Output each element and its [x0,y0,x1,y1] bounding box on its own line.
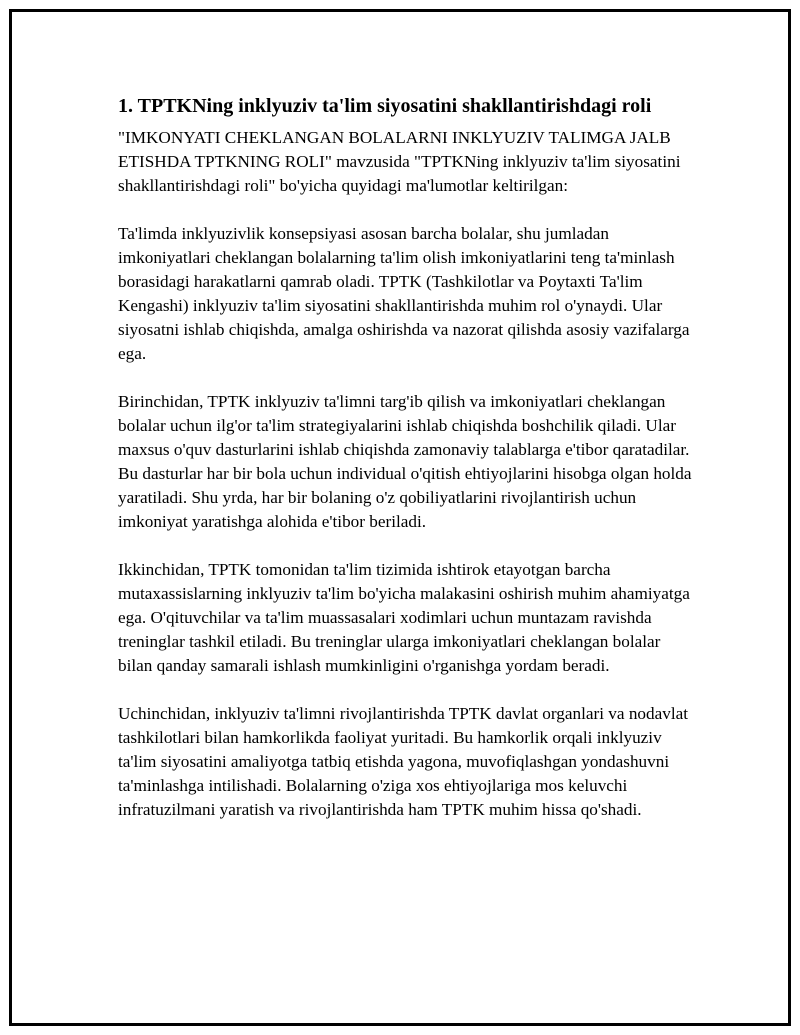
section-heading: 1. TPTKNing inklyuziv ta'lim siyosatini shakllantirishdagi roli [118,95,652,117]
paragraph-concept: Ta'limda inklyuzivlik konsepsiyasi asosan barcha bolalar, shu jumladan imkoniyatlari cheklangan bolalarning ta'lim olish imkoniyatlarini teng ta'minlash borasidagi harakatlarni qamrab oladi. TPTK (Tashkilotlar va Poytaxti Ta'lim Kengashi) inklyuziv ta'lim siyosatini shakllantirishda muhim rol o'ynaydi. Ular siyosatni ishlab chiqishda, amalga oshirishda va nazorat qilishda asosiy vazifalarga ega. [118,224,690,363]
paragraph-first: Birinchidan, TPTK inklyuziv ta'limni targ'ib qilish va imkoniyatlari cheklangan bolalar uchun ilg'or ta'lim strategiyalarini ishlab chiqishda boshchilik qiladi. Ular maxsus o'quv dasturlarini ishlab chiqishda zamonaviy talablarga e'tibor qaratadilar. Bu dasturlar har bir bola uchun individual o'qitish ehtiyojlarini hisobga olgan holda yaratiladi. Shu yrda, har bir bolaning o'z qobiliyatlarini rivojlantirish uchun imkoniyat yaratishga alohida e'tibor beriladi. [118,392,692,531]
intro-paragraph: "IMKONYATI CHEKLANGAN BOLALARNI INKLYUZIV TALIMGA JALB ETISHDA TPTKNING ROLI" mavzusida "TPTKNing inklyuziv ta'lim siyosatini shakllantirishdagi roli" bo'yicha quyidagi ma'lumotlar keltirilgan: [118,128,681,195]
paragraph-second: Ikkinchidan, TPTK tomonidan ta'lim tizimida ishtirok etayotgan barcha mutaxassislarning inklyuziv ta'lim bo'yicha malakasini oshirish muhim ahamiyatga ega. O'qituvchilar va ta'lim muassasalari xodimlari uchun muntazam ravishda treninglar tashkil etiladi. Bu treninglar ularga imkoniyatlari cheklangan bolalar bilan qanday samarali ishlash mumkinligini o'rganishga yordam beradi. [118,560,690,675]
document-body [118,92,698,846]
paragraph-third: Uchinchidan, inklyuziv ta'limni rivojlantirishda TPTK davlat organlari va nodavlat tashkilotlari bilan hamkorlikda faoliyat yuritadi. Bu hamkorlik orqali inklyuziv ta'lim siyosatini amaliyotga tatbiq etishda yagona, muvofiqlashgan yondashuvni ta'minlashga intilishadi. Bolalarning o'ziga xos ehtiyojlariga mos keluvchi infratuzilmani yaratish va rivojlantirishda ham TPTK muhim hissa qo'shadi. [118,704,688,819]
